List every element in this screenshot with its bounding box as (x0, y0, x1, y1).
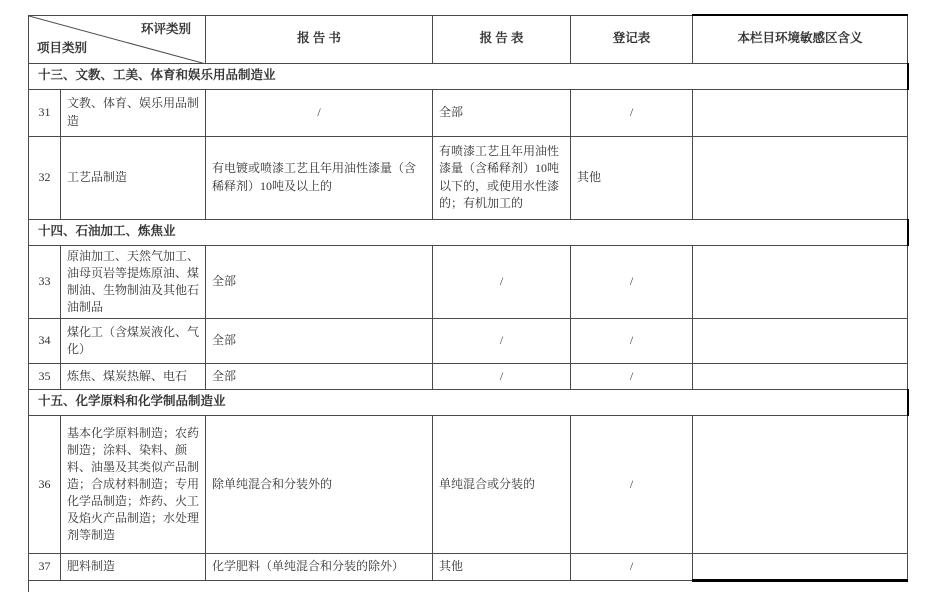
cell-registration-form: 其他 (571, 136, 693, 219)
cell-report-book: / (206, 89, 433, 136)
table-row (29, 363, 908, 389)
cell-row-number: 34 (29, 318, 61, 363)
column-header-registration-form: 登记表 (571, 15, 693, 63)
column-header-report-book: 报 告 书 (206, 15, 433, 63)
cell-row-number: 31 (29, 89, 61, 136)
cell-report-form: 其他 (433, 553, 571, 580)
cell-row-number: 36 (29, 415, 61, 553)
cell-row-number: 35 (29, 363, 61, 389)
cell-report-form: 全部 (433, 89, 571, 136)
cell-category: 文教、体育、娱乐用品制造 (61, 89, 206, 136)
cell-report-form: / (433, 318, 571, 363)
cell-row-number: 33 (29, 245, 61, 318)
eia-category-table (28, 14, 909, 582)
cell-report-book: 全部 (206, 318, 433, 363)
cell-sensitive-area (693, 245, 908, 318)
table-row (29, 553, 908, 580)
cell-row-number: 32 (29, 136, 61, 219)
cell-sensitive-area (693, 415, 908, 553)
corner-label-project-category: 项目类别 (37, 40, 88, 55)
cell-registration-form: / (571, 318, 693, 363)
corner-label-eia-category: 环评类别 (140, 21, 191, 36)
table-row (29, 136, 908, 219)
cell-registration-form: / (571, 363, 693, 389)
table-continuation-stub (28, 578, 29, 592)
cell-sensitive-area (693, 553, 908, 580)
section-header-row (29, 389, 908, 415)
section-title: 十三、文教、工美、体育和娱乐用品制造业 (29, 63, 908, 89)
cell-category: 炼焦、煤炭热解、电石 (61, 363, 206, 389)
cell-report-form: / (433, 363, 571, 389)
cell-report-book: 全部 (206, 363, 433, 389)
table-row (29, 245, 908, 318)
cell-report-book: 全部 (206, 245, 433, 318)
cell-sensitive-area (693, 136, 908, 219)
cell-category: 基本化学原料制造；农药制造；涂料、染料、颜料、油墨及其类似产品制造；合成材料制造；专用化学品制造；炸药、火工及焰火产品制造；水处理剂等制造 (61, 415, 206, 553)
cell-registration-form: / (571, 89, 693, 136)
section-header-row (29, 63, 908, 89)
cell-row-number: 37 (29, 553, 61, 580)
table-row (29, 415, 908, 553)
cell-category: 肥料制造 (61, 553, 206, 580)
section-title: 十五、化学原料和化学制品制造业 (29, 389, 908, 415)
cell-report-book: 除单纯混合和分装外的 (206, 415, 433, 553)
table-row (29, 89, 908, 136)
cell-sensitive-area (693, 318, 908, 363)
cell-sensitive-area (693, 89, 908, 136)
section-title: 十四、石油加工、炼焦业 (29, 219, 908, 245)
cell-category: 煤化工（含煤炭液化、气化） (61, 318, 206, 363)
cell-report-form: 有喷漆工艺且年用油性漆量（含稀释剂）10吨以下的，或使用水性漆的；有机加工的 (433, 136, 571, 219)
corner-diagonal-cell (29, 15, 206, 63)
table-header-row (29, 15, 908, 63)
cell-category: 工艺品制造 (61, 136, 206, 219)
cell-category: 原油加工、天然气加工、油母页岩等提炼原油、煤制油、生物制油及其他石油制品 (61, 245, 206, 318)
column-header-report-form: 报 告 表 (433, 15, 571, 63)
cell-report-form: 单纯混合或分装的 (433, 415, 571, 553)
cell-report-book: 化学肥料（单纯混合和分装的除外） (206, 553, 433, 580)
cell-sensitive-area (693, 363, 908, 389)
cell-registration-form: / (571, 553, 693, 580)
cell-report-book: 有电镀或喷漆工艺且年用油性漆量（含稀释剂）10吨及以上的 (206, 136, 433, 219)
column-header-sensitive-area: 本栏目环境敏感区含义 (693, 15, 908, 63)
cell-report-form: / (433, 245, 571, 318)
table-row (29, 318, 908, 363)
section-header-row (29, 219, 908, 245)
cell-registration-form: / (571, 415, 693, 553)
cell-registration-form: / (571, 245, 693, 318)
